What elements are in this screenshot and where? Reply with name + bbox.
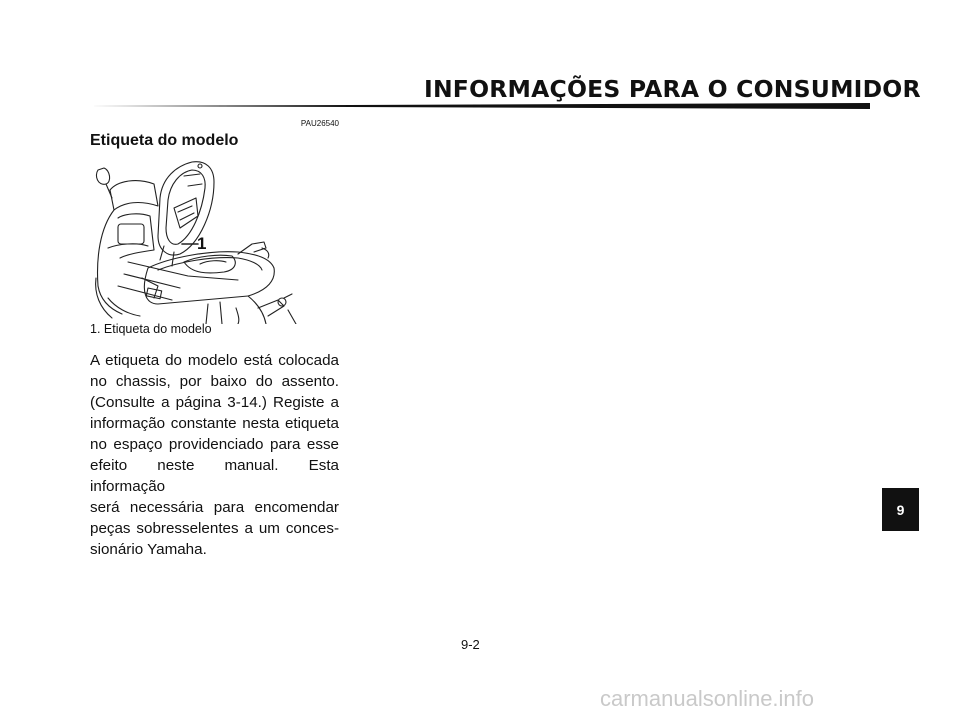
page-number: 9-2 [461, 637, 480, 652]
body-paragraph [90, 350, 339, 560]
scooter-illustration [88, 158, 300, 324]
figure-callout-1: 1 [197, 234, 207, 253]
body-line: (Consulte a página 3-14.) Registe a [90, 394, 339, 411]
watermark: carmanualsonline.info [600, 686, 815, 711]
body-line: no chassis, por baixo do assento. [90, 373, 339, 390]
body-line: efeito neste manual. Esta informação [90, 457, 339, 495]
body-line: será necessária para encomendar [90, 499, 339, 516]
body-line: sionário Yamaha. [90, 541, 207, 558]
figure-caption: 1. Etiqueta do modelo [90, 322, 212, 336]
body-line: no espaço providenciado para esse [90, 436, 339, 453]
header-rule [90, 103, 870, 109]
section-code: PAU26540 [300, 119, 339, 128]
section-title: Etiqueta do modelo [90, 132, 239, 149]
body-line: peças sobresselentes a um conces- [90, 520, 339, 537]
chapter-tab: 9 [882, 488, 919, 531]
body-line: A etiqueta do modelo está colocada [90, 352, 339, 369]
page-header-title: INFORMAÇÕES PARA O CONSUMIDOR [424, 75, 921, 103]
body-line: informação constante nesta etiqueta [90, 415, 339, 432]
